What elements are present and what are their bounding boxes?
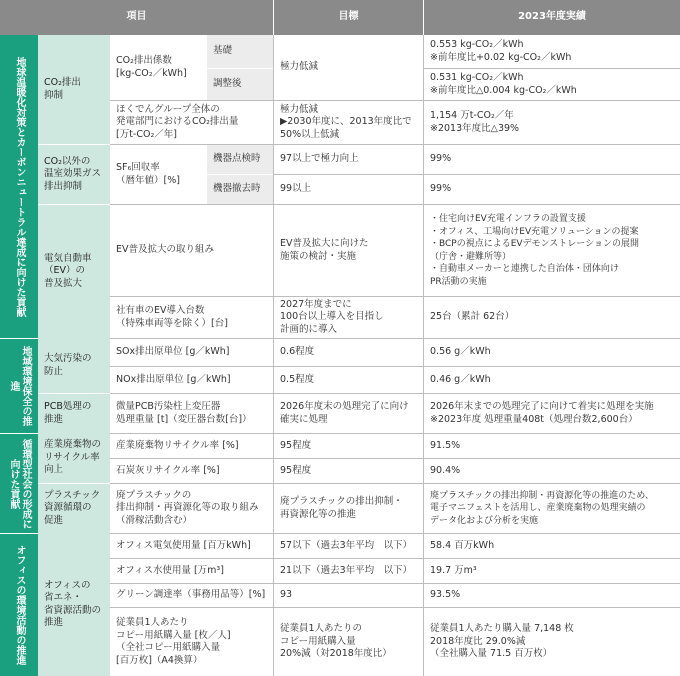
target-co2-coefficient: 極力低減 (273, 35, 423, 100)
header-target: 目標 (273, 0, 423, 35)
item-sox: SOx排出原単位 [g／kWh] (110, 338, 273, 366)
target-green-procurement: 93 (273, 583, 423, 607)
target-co2-total: 極力低減 ▶2030年度に、2013年度比で 50%以上低減 (273, 100, 423, 144)
actual-sox: 0.56 g／kWh (423, 338, 680, 366)
target-office-water: 21以下（過去3年平均 以下） (273, 558, 423, 583)
category-circular-society: 循環型社会の形成に向けた貢献 (0, 433, 38, 533)
subcategory-ev: 電気自動車 （EV）の 普及拡大 (38, 204, 110, 338)
item-co2-coefficient: CO₂排出係数 [kg-CO₂／kWh] (110, 35, 207, 100)
actual-co2-total: 1,154 万t-CO₂／年 ※2013年度比△39% (423, 100, 680, 144)
header-actual: 2023年度実績 (423, 0, 680, 35)
actual-coal-ash-recycle: 90.4% (423, 458, 680, 483)
subcategory-co2: CO₂排出 抑制 (38, 35, 110, 144)
subcategory-air-pollution: 大気汚染の 防止 (38, 338, 110, 393)
item-co2-adjusted-label: 調整後 (207, 68, 273, 100)
subcategory-industrial-waste: 産業廃棄物の リサイクル率 向上 (38, 433, 110, 483)
target-office-power: 57以下（過去3年平均 以下） (273, 533, 423, 558)
item-pcb: 微量PCB汚染柱上変圧器 処理重量 [t]（変圧器台数[台]） (110, 393, 273, 433)
item-nox: NOx排出原単位 [g／kWh] (110, 366, 273, 393)
target-waste-recycle: 95程度 (273, 433, 423, 458)
item-waste-recycle: 産業廃棄物リサイクル率 [%] (110, 433, 273, 458)
subcategory-office: オフィスの 省エネ・ 省資源活動の 推進 (38, 533, 110, 676)
target-sox: 0.6程度 (273, 338, 423, 366)
category-climate: 地球温暖化対策とカーボンニュートラル達成に向けた貢献 (0, 35, 38, 338)
subcategory-pcb: PCB処理の 推進 (38, 393, 110, 433)
item-co2-total: ほくでんグループ全体の 発電部門におけるCO₂排出量 [万t-CO₂／年] (110, 100, 273, 144)
item-plastic: 廃プラスチックの 排出抑制・再資源化等の取り組み （滑稼活動含む） (110, 483, 273, 533)
target-ev-company-cars: 2027年度までに 100台以上導入を目指し 計画的に導入 (273, 296, 423, 338)
item-office-water: オフィス水使用量 [万m³] (110, 558, 273, 583)
subcategory-plastic: プラスチック 資源循環の 促進 (38, 483, 110, 533)
category-office-activity: オフィスの環境活動の推進 (0, 533, 38, 676)
target-nox: 0.5程度 (273, 366, 423, 393)
actual-office-water: 19.7 万m³ (423, 558, 680, 583)
target-copy-paper: 従業員1人あたりの コピー用紙購入量 20%減（対2018年度比） (273, 607, 423, 676)
actual-sf6-inspection: 99% (423, 144, 680, 174)
actual-ev-spread: ・住宅向けEV充電インフラの設置支援 ・オフィス、工場向けEV充電ソリューションの提案 ・BCPの視点によるEVデモンストレーションの展開 （庁舎・避難所等） ・自動車メーカーと連携した自治体・団体向け PR活動の実施 (423, 204, 680, 296)
item-co2-basic-label: 基礎 (207, 35, 273, 68)
actual-nox: 0.46 g／kWh (423, 366, 680, 393)
item-office-power: オフィス電気使用量 [百万kWh] (110, 533, 273, 558)
item-sf6-inspection-label: 機器点検時 (207, 144, 273, 174)
item-sf6-removal-label: 機器撤去時 (207, 174, 273, 204)
item-copy-paper: 従業員1人あたり コピー用紙購入量 [枚／人] （全社コピー用紙購入量 [百万枚]（A4換算） (110, 607, 273, 676)
actual-plastic: 廃プラスチックの排出抑制・再資源化等の推進のため、 電子マニフェストを活用し、産業廃棄物の処理実績の データ化および分析を実施 (423, 483, 680, 533)
subcategory-other-ghg: CO₂以外の 温室効果ガス 排出抑制 (38, 144, 110, 204)
item-coal-ash-recycle: 石炭灰リサイクル率 [%] (110, 458, 273, 483)
target-plastic: 廃プラスチックの排出抑制・ 再資源化等の推進 (273, 483, 423, 533)
item-green-procurement: グリーン調達率（事務用品等）[%] (110, 583, 273, 607)
target-sf6-inspection: 97以上で極力向上 (273, 144, 423, 174)
target-pcb: 2026年度末の処理完了に向け 確実に処理 (273, 393, 423, 433)
actual-co2-basic: 0.553 kg-CO₂／kWh ※前年度比+0.02 kg-CO₂／kWh (423, 35, 680, 68)
actual-green-procurement: 93.5% (423, 583, 680, 607)
category-local-environment: 地域環境保全の推進 (0, 338, 38, 433)
target-ev-spread: EV普及拡大に向けた 施策の検討・実施 (273, 204, 423, 296)
target-coal-ash-recycle: 95程度 (273, 458, 423, 483)
header-item: 項目 (0, 0, 273, 35)
actual-waste-recycle: 91.5% (423, 433, 680, 458)
actual-sf6-removal: 99% (423, 174, 680, 204)
actual-office-power: 58.4 百万kWh (423, 533, 680, 558)
item-ev-company-cars: 社有車のEV導入台数 （特殊車両等を除く）[台] (110, 296, 273, 338)
actual-co2-adjusted: 0.531 kg-CO₂／kWh ※前年度比△0.004 kg-CO₂／kWh (423, 68, 680, 100)
item-ev-spread: EV普及拡大の取り組み (110, 204, 273, 296)
target-sf6-removal: 99以上 (273, 174, 423, 204)
actual-pcb: 2026年末までの処理完了に向けて着実に処理を実施 ※2023年度 処理重量408t（処理台数2,600台） (423, 393, 680, 433)
item-sf6: SF₆回収率 （暦年値）[%] (110, 144, 207, 204)
actual-copy-paper: 従業員1人あたり購入量 7,148 枚 2018年度比 29.0%減 （全社購入量 71.5 百万枚） (423, 607, 680, 676)
actual-ev-company-cars: 25台（累計 62台） (423, 296, 680, 338)
